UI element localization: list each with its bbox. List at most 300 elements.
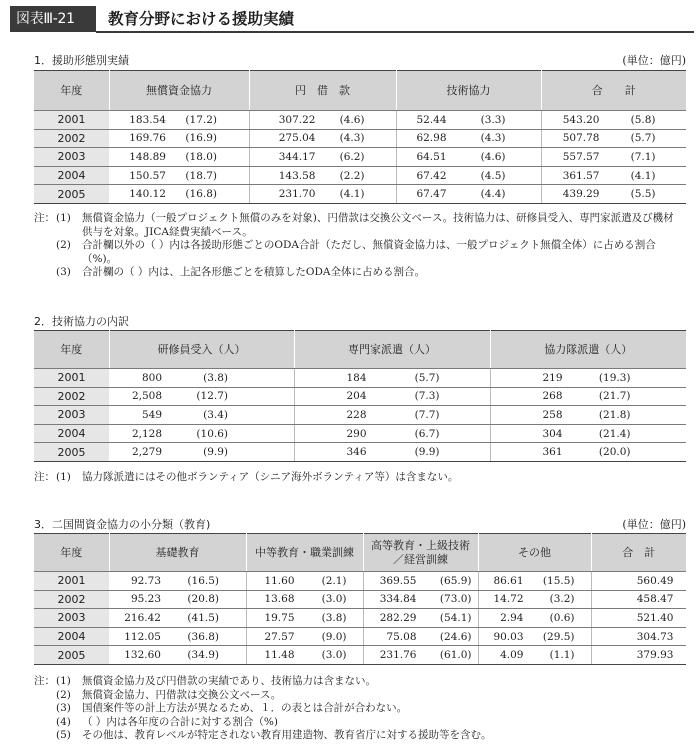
note-number: (1) xyxy=(56,212,71,224)
note-item xyxy=(34,716,674,730)
col-header-total: 合 計 xyxy=(591,534,686,572)
data-cell-content xyxy=(364,612,478,624)
percent: (16.8) xyxy=(185,188,217,201)
data-cell-content xyxy=(491,409,687,421)
percent: (65.9) xyxy=(439,574,472,587)
col-header-year: 年度 xyxy=(34,534,109,572)
data-cell-content xyxy=(397,132,541,144)
data-cell xyxy=(478,646,591,665)
percent: (6.7) xyxy=(414,427,440,440)
value: 86.61 xyxy=(493,574,524,587)
note-item xyxy=(34,471,674,485)
section1-notes xyxy=(34,212,674,280)
data-cell-content xyxy=(109,612,246,624)
data-cell-content xyxy=(247,649,363,661)
year-cell: 2005 xyxy=(34,185,109,204)
data-cell xyxy=(249,111,396,130)
data-cell xyxy=(541,129,686,148)
data-cell-content xyxy=(542,132,687,144)
data-cell-content xyxy=(542,114,687,126)
percent: (3.8) xyxy=(321,611,347,624)
percent: (5.7) xyxy=(414,371,440,384)
data-cell xyxy=(490,424,686,443)
data-cell-content xyxy=(491,372,687,384)
data-cell-content xyxy=(479,593,591,605)
percent: (20.0) xyxy=(598,446,631,459)
data-cell xyxy=(396,166,541,185)
percent: (4.6) xyxy=(339,113,365,126)
table-row xyxy=(34,443,686,462)
value: 11.48 xyxy=(264,649,295,662)
year-cell: 2002 xyxy=(34,387,109,406)
data-cell-content xyxy=(109,151,249,163)
value: 140.12 xyxy=(129,188,166,201)
data-cell xyxy=(109,185,249,204)
aid-type-table xyxy=(34,70,686,204)
year-cell: 2001 xyxy=(34,572,109,591)
col-header-secondary-vocational: 中等教育・職業訓練 xyxy=(246,534,363,572)
data-cell-content xyxy=(247,575,363,587)
section3-heading: 3．二国間資金協力の小分類（教育) xyxy=(34,518,211,531)
section3-unit: (単位：億円) xyxy=(622,518,686,531)
percent: (3.0) xyxy=(321,593,347,606)
value: 204 xyxy=(346,390,367,403)
value: 27.57 xyxy=(264,630,295,643)
percent: (2.1) xyxy=(321,574,347,587)
data-cell-content xyxy=(364,649,478,661)
data-cell-content xyxy=(295,409,490,421)
data-cell xyxy=(363,572,478,591)
table-row xyxy=(34,646,686,665)
note-label: 注： xyxy=(34,471,55,483)
note-item xyxy=(34,729,674,743)
value: 275.04 xyxy=(278,132,316,145)
table-row xyxy=(34,590,686,609)
section1-heading: 1．援助形態別実績 xyxy=(34,54,129,67)
value: 4.09 xyxy=(500,649,524,662)
data-cell xyxy=(490,369,686,388)
percent: (15.5) xyxy=(542,574,575,587)
year-cell: 2004 xyxy=(34,627,109,646)
section2-notes xyxy=(34,471,674,485)
value: 64.51 xyxy=(416,150,447,163)
col-header-yen-loan: 円 借 款 xyxy=(249,71,396,111)
year-cell: 2002 xyxy=(34,590,109,609)
percent: (21.7) xyxy=(598,390,631,403)
data-cell-content xyxy=(109,170,249,182)
note-text: 合計欄以外の（ ）内は各援助形態ごとのODA合計（ただし、無償資金協力は、一般プロジェクト無償全体）に占める割合（%)。 xyxy=(82,239,656,265)
note-item xyxy=(34,266,674,280)
data-cell xyxy=(294,424,490,443)
value: 19.75 xyxy=(264,611,295,624)
value: 369.55 xyxy=(379,574,417,587)
data-cell xyxy=(109,148,249,167)
note-label xyxy=(34,729,56,743)
value: 282.29 xyxy=(379,611,417,624)
data-cell xyxy=(478,590,591,609)
data-cell xyxy=(109,406,294,425)
data-cell xyxy=(541,111,686,130)
data-cell-content xyxy=(491,446,687,458)
value: 228 xyxy=(346,408,367,421)
value: 258 xyxy=(542,408,563,421)
col-header-experts: 専門家派遣（人） xyxy=(294,331,490,369)
value: 112.05 xyxy=(124,630,161,643)
year-cell: 2003 xyxy=(34,609,109,628)
percent: (16.9) xyxy=(185,132,217,145)
data-cell-content xyxy=(397,188,541,200)
value: 62.98 xyxy=(416,132,447,145)
total-cell-content xyxy=(592,631,687,643)
data-cell-content xyxy=(491,428,687,440)
year-cell: 2001 xyxy=(34,111,109,130)
year-cell: 2004 xyxy=(34,166,109,185)
table-row xyxy=(34,572,686,591)
data-cell xyxy=(109,111,249,130)
data-cell-content xyxy=(250,151,396,163)
note-number: (1) xyxy=(56,471,71,483)
figure-title-bar xyxy=(10,6,694,32)
note-number: (4) xyxy=(56,715,71,728)
year-cell: 2003 xyxy=(34,406,109,425)
value: 290 xyxy=(346,427,367,440)
note-text: 合計欄の（ ）内は、上記各形態ごとを積算したODA全体に占める割合。 xyxy=(82,266,425,278)
total-value: 560.49 xyxy=(636,574,674,587)
value: 231.76 xyxy=(379,649,417,662)
value: 304 xyxy=(542,427,563,440)
percent: (12.7) xyxy=(196,390,228,403)
data-cell-content xyxy=(109,649,246,661)
data-cell-content xyxy=(491,390,687,402)
data-cell xyxy=(541,185,686,204)
percent: (1.1) xyxy=(549,649,575,662)
value: 361.57 xyxy=(562,169,600,182)
percent: (17.2) xyxy=(185,113,217,126)
value: 67.47 xyxy=(416,188,447,201)
data-cell xyxy=(109,424,294,443)
note-number: (3) xyxy=(56,266,71,278)
data-cell xyxy=(363,609,478,628)
percent: (18.0) xyxy=(185,150,217,163)
year-cell: 2001 xyxy=(34,369,109,388)
note-label xyxy=(34,266,56,280)
data-cell xyxy=(109,443,294,462)
data-cell xyxy=(363,590,478,609)
col-header-grant-aid: 無償資金協力 xyxy=(109,71,249,111)
data-cell xyxy=(249,148,396,167)
percent: (6.2) xyxy=(339,150,365,163)
col-header-higher-education xyxy=(363,534,478,572)
table-row xyxy=(34,609,686,628)
percent: (3.8) xyxy=(203,371,228,384)
col-header-total: 合 計 xyxy=(541,71,686,111)
value: 344.17 xyxy=(278,150,316,163)
table-row xyxy=(34,111,686,130)
total-value: 521.40 xyxy=(636,611,674,624)
percent: (5.5) xyxy=(630,188,656,201)
value: 439.29 xyxy=(562,188,600,201)
data-cell-content xyxy=(250,114,396,126)
technical-cooperation-table xyxy=(34,330,686,462)
col-header-trainees: 研修員受入（人） xyxy=(109,331,294,369)
percent: (29.5) xyxy=(542,630,575,643)
data-cell xyxy=(109,646,246,665)
percent: (7.7) xyxy=(414,408,440,421)
percent: (5.7) xyxy=(630,132,656,145)
data-cell-content xyxy=(364,575,478,587)
total-value: 304.73 xyxy=(636,630,674,643)
value: 132.60 xyxy=(124,649,161,662)
value: 143.58 xyxy=(278,169,316,182)
data-cell-content xyxy=(364,593,478,605)
total-cell xyxy=(591,627,686,646)
percent: (4.3) xyxy=(339,132,365,145)
data-cell-content xyxy=(109,372,294,384)
note-item xyxy=(34,702,674,716)
data-cell-content xyxy=(250,170,396,182)
data-cell xyxy=(490,443,686,462)
percent: (9.9) xyxy=(414,446,440,459)
value: 2,508 xyxy=(131,390,162,403)
value: 95.23 xyxy=(130,593,161,606)
note-item xyxy=(34,689,674,703)
total-value: 379.93 xyxy=(636,649,674,662)
data-cell-content xyxy=(364,631,478,643)
value: 2,128 xyxy=(131,427,162,440)
percent: (73.0) xyxy=(439,593,472,606)
percent: (16.5) xyxy=(187,574,219,587)
data-cell xyxy=(478,609,591,628)
total-cell xyxy=(591,572,686,591)
value: 169.76 xyxy=(129,132,166,145)
note-item xyxy=(34,675,674,689)
section2-heading: 2．技術協力の内訳 xyxy=(34,315,129,328)
data-cell-content xyxy=(295,446,490,458)
note-label: 注： xyxy=(34,212,55,224)
percent: (4.1) xyxy=(339,188,365,201)
bilateral-education-table-body xyxy=(34,572,686,665)
table-row xyxy=(34,387,686,406)
percent: (9.9) xyxy=(203,446,228,459)
data-cell-content xyxy=(247,593,363,605)
value: 219 xyxy=(542,371,563,384)
value: 92.73 xyxy=(130,574,161,587)
col-header-higher-education-line1: 高等教育・上級技術 xyxy=(371,538,470,552)
value: 90.03 xyxy=(493,630,524,643)
data-cell-content xyxy=(109,132,249,144)
percent: (21.4) xyxy=(598,427,631,440)
data-cell-content xyxy=(542,151,687,163)
year-cell: 2004 xyxy=(34,424,109,443)
value: 231.70 xyxy=(278,188,316,201)
col-header-basic-education: 基礎教育 xyxy=(109,534,246,572)
data-cell-content xyxy=(109,446,294,458)
data-cell xyxy=(478,572,591,591)
data-cell xyxy=(363,646,478,665)
data-cell-content xyxy=(109,575,246,587)
data-cell xyxy=(109,387,294,406)
value: 268 xyxy=(542,390,563,403)
col-header-year: 年度 xyxy=(34,331,109,369)
value: 52.44 xyxy=(416,113,447,126)
data-cell-content xyxy=(295,372,490,384)
aid-type-table-body xyxy=(34,111,686,204)
percent: (7.3) xyxy=(414,390,440,403)
percent: (9.0) xyxy=(321,630,347,643)
value: 307.22 xyxy=(278,113,316,126)
table-row xyxy=(34,369,686,388)
table-row xyxy=(34,406,686,425)
percent: (4.3) xyxy=(480,132,506,145)
percent: (7.1) xyxy=(630,150,656,163)
data-cell-content xyxy=(247,631,363,643)
percent: (61.0) xyxy=(439,649,472,662)
year-cell: 2002 xyxy=(34,129,109,148)
note-number: (3) xyxy=(56,702,71,714)
value: 507.78 xyxy=(562,132,600,145)
percent: (24.6) xyxy=(439,630,472,643)
total-cell xyxy=(591,646,686,665)
value: 183.54 xyxy=(129,113,166,126)
data-cell xyxy=(246,590,363,609)
data-cell-content xyxy=(397,114,541,126)
col-header-higher-education-line2: ／経営訓練 xyxy=(393,552,448,566)
section3-notes xyxy=(34,675,674,743)
title-rule xyxy=(96,31,694,33)
note-number: (2) xyxy=(56,688,71,701)
note-label xyxy=(34,239,56,266)
value: 184 xyxy=(346,371,367,384)
data-cell-content xyxy=(397,170,541,182)
value: 549 xyxy=(141,408,162,421)
bilateral-education-table xyxy=(34,533,686,665)
total-cell-content xyxy=(592,575,687,587)
data-cell-content xyxy=(250,132,396,144)
value: 67.42 xyxy=(416,169,447,182)
col-header-other: その他 xyxy=(478,534,591,572)
percent: (10.6) xyxy=(196,427,228,440)
table-row xyxy=(34,148,686,167)
note-text: 国債案件等の計上方法が異なるため、１．の表とは合計が合わない。 xyxy=(82,702,408,714)
data-cell-content xyxy=(479,575,591,587)
data-cell xyxy=(294,406,490,425)
data-cell xyxy=(249,166,396,185)
data-cell xyxy=(249,185,396,204)
data-cell xyxy=(396,148,541,167)
technical-cooperation-table-body xyxy=(34,369,686,462)
percent: (34.9) xyxy=(187,649,219,662)
percent: (3.2) xyxy=(549,593,575,606)
data-cell xyxy=(396,185,541,204)
data-cell xyxy=(490,387,686,406)
value: 216.42 xyxy=(124,611,161,624)
note-text: 無償資金協力（一般プロジェクト無償のみを対象)、円借款は交換公文ベース。技術協力は、研修員受入、専門家派遣及び機材供与を対象。JICA経費実績ベース。 xyxy=(82,212,674,238)
data-cell xyxy=(294,443,490,462)
data-cell xyxy=(109,590,246,609)
col-header-year: 年度 xyxy=(34,71,109,111)
percent: (2.2) xyxy=(339,169,365,182)
data-cell xyxy=(109,129,249,148)
data-cell xyxy=(541,166,686,185)
note-text: （ ）内は各年度の合計に対する割合（%) xyxy=(82,715,278,728)
data-cell-content xyxy=(295,390,490,402)
data-cell-content xyxy=(109,188,249,200)
percent: (21.8) xyxy=(598,408,631,421)
table-row xyxy=(34,424,686,443)
data-cell xyxy=(109,369,294,388)
data-cell-content xyxy=(247,612,363,624)
data-cell-content xyxy=(479,631,591,643)
percent: (3.3) xyxy=(480,113,506,126)
data-cell xyxy=(109,627,246,646)
data-cell-content xyxy=(109,114,249,126)
data-cell xyxy=(109,572,246,591)
table-row xyxy=(34,185,686,204)
value: 14.72 xyxy=(493,593,524,606)
data-cell-content xyxy=(397,151,541,163)
note-text: 無償資金協力及び円借款の実績であり、技術協力は含まない。 xyxy=(82,675,376,687)
percent: (36.8) xyxy=(187,630,219,643)
col-header-volunteers: 協力隊派遣（人） xyxy=(490,331,686,369)
data-cell xyxy=(246,609,363,628)
value: 150.57 xyxy=(129,169,166,182)
table-row xyxy=(34,627,686,646)
col-header-technical-cooperation: 技術協力 xyxy=(396,71,541,111)
data-cell xyxy=(246,646,363,665)
note-label xyxy=(34,702,56,716)
percent: (4.4) xyxy=(480,188,506,201)
value: 13.68 xyxy=(264,593,295,606)
note-item xyxy=(34,239,674,266)
value: 557.57 xyxy=(562,150,600,163)
percent: (5.8) xyxy=(630,113,656,126)
data-cell-content xyxy=(479,612,591,624)
data-cell xyxy=(490,406,686,425)
data-cell xyxy=(294,369,490,388)
data-cell-content xyxy=(542,188,687,200)
data-cell xyxy=(294,387,490,406)
figure-title: 教育分野における援助実績 xyxy=(108,10,295,28)
note-number: (1) xyxy=(56,675,71,687)
total-cell-content xyxy=(592,593,687,605)
percent: (4.6) xyxy=(480,150,506,163)
data-cell-content xyxy=(250,188,396,200)
table-row xyxy=(34,166,686,185)
note-item xyxy=(34,212,674,239)
data-cell xyxy=(478,627,591,646)
percent: (54.1) xyxy=(439,611,472,624)
data-cell-content xyxy=(295,428,490,440)
figure-label: 図表Ⅲ-21 xyxy=(10,6,96,32)
data-cell xyxy=(246,572,363,591)
total-cell xyxy=(591,590,686,609)
data-cell-content xyxy=(109,593,246,605)
value: 800 xyxy=(141,371,162,384)
percent: (3.4) xyxy=(203,408,228,421)
value: 361 xyxy=(542,446,563,459)
data-cell-content xyxy=(479,649,591,661)
year-cell: 2003 xyxy=(34,148,109,167)
data-cell xyxy=(246,627,363,646)
table-row xyxy=(34,129,686,148)
data-cell xyxy=(396,111,541,130)
data-cell-content xyxy=(109,428,294,440)
note-text: 無償資金協力、円借款は交換公文ベース。 xyxy=(82,688,282,701)
value: 2,279 xyxy=(131,446,162,459)
percent: (0.6) xyxy=(549,611,575,624)
year-cell: 2005 xyxy=(34,443,109,462)
data-cell xyxy=(396,129,541,148)
